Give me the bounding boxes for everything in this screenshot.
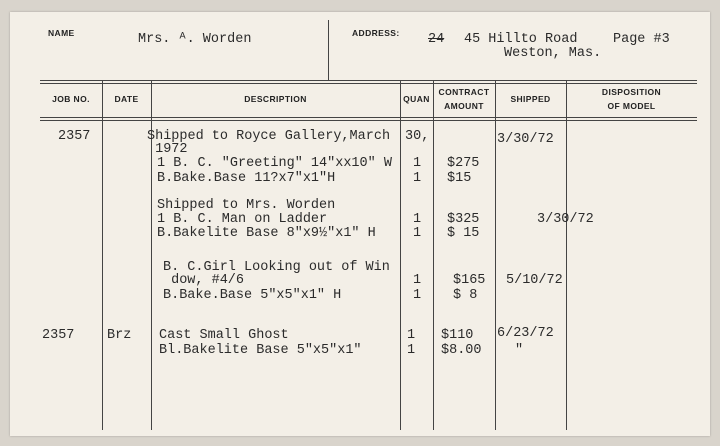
shipped-date: 3/30/72 [497,132,554,147]
quantity: 1 [407,343,416,358]
shipped-date: 3/30/72 [537,212,594,227]
description-line: Shipped to Mrs. Worden [157,198,336,213]
description-line: dow, #4/6 [163,273,245,288]
description-line: 1 B. C. Man on Ladder [157,212,328,227]
column-header-bottom-rule [40,117,697,118]
contract-amount: $15 [447,171,472,186]
address-label: ADDRESS: [352,28,400,38]
quantity: 1 [407,328,416,343]
description-line: B.Bake.Base 11?x7"x1"H [157,171,336,186]
contract-amount: $ 15 [447,226,480,241]
column-header-job-no: JOB NO. [52,94,90,104]
column-header-top-rule [40,80,697,81]
quantity: 1 [413,156,422,171]
description-line: Shipped to Royce Gallery,March [147,129,391,144]
record-card [10,12,710,436]
job-number: 2357 [58,129,91,144]
column-header-description: DESCRIPTION [244,94,307,104]
column-divider-description [400,80,401,430]
column-header-amount: AMOUNT [444,101,484,111]
column-header-shipped: SHIPPED [510,94,551,104]
page-number: Page #3 [613,32,670,47]
contract-amount: $8.00 [441,343,482,358]
quantity: 1 [413,171,422,186]
description-line: Bl.Bakelite Base 5"x5"x1" [159,343,362,358]
address-line-2: Weston, Mas. [504,46,602,61]
contract-amount: $275 [447,156,480,171]
name-label: NAME [48,28,75,38]
description-line: Cast Small Ghost [159,328,289,343]
description-line: B.Bakelite Base 8"x9½"x1" H [157,226,376,241]
description-line: 1972 [147,142,188,157]
contract-amount: $ 8 [453,288,478,303]
contract-amount: $325 [447,212,480,227]
column-header-of-model: OF MODEL [607,101,656,111]
address-struck-number: 24 [428,32,445,47]
quantity: 1 [413,273,422,288]
description-line: B.Bake.Base 5"x5"x1" H [163,288,342,303]
name-value: Mrs. ᴬ. Worden [138,32,252,47]
contract-amount: $165 [453,273,486,288]
ditto-mark: " [515,343,524,358]
shipped-date: 5/10/72 [506,273,563,288]
column-header-top-rule-2 [40,83,697,84]
column-divider-job [102,80,103,430]
column-header-disposition: DISPOSITION [601,87,662,97]
quantity: 30, [405,129,430,144]
column-divider-shipped [566,80,567,430]
contract-amount: $110 [441,328,474,343]
date-value: Brz [107,328,132,343]
quantity: 1 [413,226,422,241]
quantity: 1 [413,288,422,303]
column-header-quan: QUAN [403,94,430,104]
column-header-contract: CONTRACT [438,87,490,97]
description-line: 1 B. C. "Greeting" 14"xx10" W [157,156,392,171]
description-line: B. C.Girl Looking out of Win [163,260,390,275]
quantity: 1 [413,212,422,227]
column-header-date: DATE [114,94,139,104]
shipped-date: 6/23/72 [497,326,554,341]
job-number: 2357 [42,328,75,343]
header-divider [328,20,329,80]
address-line-1: 45 Hillto Road [464,32,578,47]
column-divider-amount [495,80,496,430]
column-header-bottom-rule-2 [40,120,697,121]
column-divider-quan [433,80,434,430]
